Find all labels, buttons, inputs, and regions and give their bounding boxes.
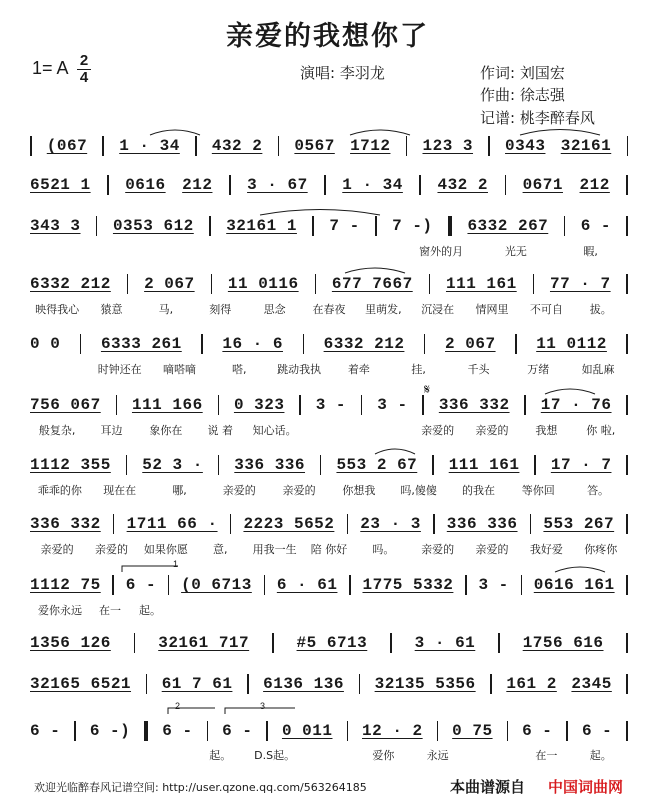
barline	[266, 721, 268, 741]
score-row-11	[30, 673, 628, 695]
barline	[361, 395, 363, 415]
note-group: 111 166	[131, 396, 203, 414]
volta-line	[122, 566, 178, 572]
lyric-word: 亲爱的	[40, 543, 74, 556]
lyric-word: 答。	[587, 484, 610, 497]
volta-label: 2	[175, 701, 181, 711]
barline	[247, 674, 249, 694]
note-group: 336 332	[30, 515, 101, 533]
note-group: 336 332	[438, 396, 510, 414]
barline	[324, 175, 326, 195]
note-group: 32161 717	[158, 634, 250, 652]
note-group: 756 067	[30, 396, 101, 414]
note-group: 6 -	[222, 722, 253, 740]
barline	[626, 334, 628, 354]
barline	[102, 136, 104, 156]
note-group: 11 0112	[536, 335, 607, 353]
lyric-word: 说 着	[207, 424, 233, 437]
score-row-7	[30, 454, 628, 476]
lyric-row-6	[30, 541, 628, 557]
note-group: 553 267	[543, 515, 615, 533]
barline	[498, 633, 500, 653]
lyric-row-2	[30, 301, 628, 317]
barline	[218, 395, 220, 415]
note-group: 0 0	[30, 335, 61, 353]
score-row-2	[30, 174, 628, 196]
barline	[134, 633, 136, 653]
note-group: 0353 612	[112, 217, 194, 235]
lyric-word: 哪,	[172, 484, 187, 497]
note-group: 3 · 61	[414, 634, 476, 652]
barline	[96, 216, 98, 236]
score-row-5	[30, 333, 628, 355]
lyric-word: 如果你愿	[143, 543, 188, 556]
lyric-word: 我好爱	[529, 543, 563, 556]
barline	[422, 395, 424, 415]
barline	[264, 575, 266, 595]
score-row-9	[30, 574, 628, 596]
lyric-word: 你疼你	[584, 543, 618, 556]
lyric-word: 亲爱的	[475, 543, 509, 556]
barline	[359, 674, 361, 694]
note-group: 12 · 2	[362, 722, 423, 740]
lyric-word: 暇,	[583, 245, 598, 258]
lyric-word: 不可自	[529, 303, 563, 316]
note-group: #5 6713	[296, 634, 368, 652]
lyric-word: 里萌发,	[365, 303, 402, 316]
score-row-3	[30, 215, 628, 237]
note-group: 32161	[560, 137, 612, 155]
lyric-word: 起。	[139, 604, 161, 617]
lyric-word: 亲爱的	[282, 484, 316, 497]
lyric-word: 嗒,	[232, 363, 247, 376]
score-row-1	[30, 135, 628, 157]
lyric-word: 在春夜	[312, 303, 346, 316]
note-group: 553 2 67	[336, 456, 418, 474]
score-row-6	[30, 394, 628, 416]
barline	[524, 395, 526, 415]
lyric-word: 沉浸在	[421, 303, 455, 316]
note-group: 52 3 ·	[142, 456, 203, 474]
lyric-word: 用我一生	[252, 543, 297, 556]
note-group: 0343	[505, 137, 546, 155]
note-group: 6 -)	[89, 722, 131, 740]
lyric-word: 亲爱的	[95, 543, 129, 556]
lyric-word: 乖乖的你	[37, 484, 82, 497]
barline	[30, 136, 32, 156]
barline	[626, 395, 628, 415]
barline	[375, 216, 377, 236]
barline	[299, 395, 301, 415]
lyric-word: 如乱麻	[581, 363, 615, 376]
lyric-word: 意,	[213, 543, 228, 556]
barline	[490, 674, 492, 694]
note-group: 6136 136	[263, 675, 344, 693]
lyric-word: 刻得	[209, 303, 232, 316]
lyric-word: 现在在	[103, 484, 137, 497]
note-group: 1356 126	[30, 634, 111, 652]
barline	[218, 455, 220, 475]
barline	[320, 455, 322, 475]
note-group: 23 · 3	[360, 515, 421, 533]
lyric-word: 亲爱的	[475, 424, 509, 437]
lyric-word: 陪 你好	[310, 543, 348, 556]
score-row-12	[30, 720, 628, 742]
lyric-word: 着牵	[347, 363, 370, 376]
lyric-word: 的我在	[461, 484, 495, 497]
barline	[530, 514, 532, 534]
note-group: 32135 5356	[374, 675, 476, 693]
note-group: 343 3	[30, 217, 81, 235]
lyric-word: 爱你永远	[38, 604, 82, 617]
lyric-row-5	[30, 482, 628, 498]
note-group: 1712	[350, 137, 391, 155]
score-row-4	[30, 273, 628, 295]
note-group: 6 -	[125, 576, 157, 594]
transcriber-credit: 记谱: 桃李醉春风	[480, 109, 595, 127]
barline	[488, 136, 490, 156]
note-group: 1775 5332	[362, 576, 454, 594]
barline	[433, 514, 435, 534]
note-group: 6 -	[522, 722, 553, 740]
barline	[113, 514, 115, 534]
barline	[626, 175, 628, 195]
lyric-word: 马,	[158, 303, 174, 316]
barline	[626, 274, 628, 294]
barline	[347, 721, 349, 741]
time-signature-bottom: 4	[79, 69, 89, 86]
note-group: 32161 1	[226, 217, 297, 235]
barline	[390, 633, 392, 653]
barline	[521, 575, 523, 595]
note-group: 111 161	[445, 275, 517, 293]
barline	[626, 514, 628, 534]
barline	[564, 216, 566, 236]
slur	[555, 567, 605, 572]
barline	[112, 575, 114, 595]
volta-label: 1	[173, 559, 179, 569]
barline	[534, 455, 536, 475]
note-group: 212	[579, 176, 610, 194]
barline	[626, 633, 628, 653]
note-group: 1 · 34	[119, 137, 180, 155]
note-group: 0567	[294, 137, 335, 155]
note-group: 17 · 76	[540, 396, 612, 414]
note-group: 432 2	[211, 137, 263, 155]
note-group: 161 2	[506, 675, 557, 693]
barline	[626, 674, 628, 694]
note-group: 1711 66 ·	[126, 515, 218, 533]
note-group: 16 · 6	[222, 335, 283, 353]
barline	[80, 334, 82, 354]
barline	[74, 721, 76, 741]
lyric-word: 起。	[209, 749, 232, 762]
segno-sign: 𝄋	[424, 381, 431, 397]
lyric-row-4	[30, 422, 628, 438]
volta-label: 3	[260, 701, 266, 711]
note-group: 0 011	[281, 722, 333, 740]
note-group: 6 -	[580, 217, 612, 235]
lyric-word: 我想	[535, 424, 558, 437]
barline	[437, 721, 439, 741]
note-group: 17 · 7	[550, 456, 612, 474]
note-group: 336 336	[446, 515, 518, 533]
lyric-word: 嘀嗒嘀	[162, 363, 196, 376]
lyric-word: 在一	[535, 749, 558, 762]
lyric-word: 吗,傻傻	[400, 484, 437, 497]
footer-credit: 欢迎光临醉春风记谱空间: http://user.qzone.qq.com/563264185	[34, 781, 367, 794]
key-signature: 1= A	[32, 58, 69, 78]
barline	[229, 175, 231, 195]
lyric-word: 千头	[467, 363, 490, 376]
barline	[278, 136, 280, 156]
lyric-word: 般复杂,	[38, 424, 76, 437]
note-group: 0671	[522, 176, 563, 194]
repeat-barline	[448, 216, 452, 236]
composer-credit: 作曲: 徐志强	[480, 86, 565, 104]
barline	[230, 514, 232, 534]
note-group: 6 · 61	[276, 576, 338, 594]
note-group: 6 -	[162, 722, 193, 740]
note-group: 1756 616	[522, 634, 604, 652]
lyric-word: 映得我心	[35, 303, 80, 316]
note-group: 7 -)	[392, 217, 433, 235]
note-group: 1112 355	[30, 456, 111, 474]
lyric-word: 光无	[504, 245, 527, 258]
barline	[419, 175, 421, 195]
note-group: 0616 161	[533, 576, 615, 594]
note-group: 432 2	[437, 176, 488, 194]
lyric-word: 在一	[99, 604, 121, 617]
note-group: 0 75	[452, 722, 493, 740]
barline	[429, 274, 431, 294]
barline	[312, 216, 314, 236]
barline	[315, 274, 317, 294]
note-group: 11 0116	[227, 275, 299, 293]
lyric-word: 你 啦,	[586, 424, 616, 437]
lyric-word: 猿意	[100, 303, 123, 316]
barline	[406, 136, 408, 156]
lyric-word: 万绪	[527, 363, 550, 376]
lyric-word: 象你在	[149, 424, 183, 437]
note-group: 3 -	[478, 576, 509, 594]
barline	[626, 575, 628, 595]
lyric-word: 思念	[263, 303, 286, 316]
lyric-word: 窗外的月	[419, 245, 464, 258]
barline	[211, 274, 213, 294]
note-group: 2 067	[445, 335, 496, 353]
lyricist-credit: 作词: 刘国宏	[480, 64, 565, 82]
lyric-word: 等你回	[521, 484, 555, 497]
barline	[195, 136, 197, 156]
lyric-word: 亲爱的	[421, 424, 455, 437]
lyric-word: 时钟还在	[97, 363, 142, 376]
note-group: 0616	[125, 176, 166, 194]
score-row-10	[30, 632, 628, 654]
barline	[465, 575, 467, 595]
barline	[626, 216, 628, 236]
barline	[116, 395, 118, 415]
lyric-word: 爱你	[372, 749, 395, 762]
note-group: 32165 6521	[30, 675, 132, 693]
note-group: 2 067	[144, 275, 195, 293]
song-title: 亲爱的我想你了	[226, 21, 429, 52]
barline	[533, 274, 535, 294]
singer-credit: 演唱: 李羽龙	[300, 64, 385, 82]
lyric-word: 跳动我执	[277, 363, 322, 376]
repeat-barline	[144, 721, 148, 741]
note-group: 123 3	[422, 137, 474, 155]
note-group: 6332 267	[467, 217, 549, 235]
lyric-word: 亲爱的	[421, 543, 455, 556]
score-row-8	[30, 513, 628, 535]
note-group: 3 -	[315, 396, 347, 414]
lyric-word: 起。	[589, 749, 612, 762]
note-group: 61 7 61	[161, 675, 233, 693]
note-group: 677 7667	[331, 275, 413, 293]
barline	[627, 136, 629, 156]
note-group: 6332 212	[30, 275, 111, 293]
note-group: 3 -	[377, 396, 408, 414]
barline	[515, 334, 517, 354]
note-group: 6333 261	[100, 335, 182, 353]
barline	[505, 175, 507, 195]
footer-site: 中国词曲网	[548, 778, 624, 796]
note-group: 2345	[571, 675, 612, 693]
barline	[201, 334, 203, 354]
barline	[507, 721, 509, 741]
note-group: 2223 5652	[243, 515, 335, 533]
time-signature	[77, 54, 91, 85]
barline	[303, 334, 305, 354]
note-group: 6 -	[30, 722, 61, 740]
barline	[272, 633, 274, 653]
lyric-word: 永远	[426, 749, 449, 762]
barline	[126, 455, 128, 475]
barline	[207, 721, 209, 741]
note-group: 3 · 67	[247, 176, 308, 194]
lyric-word: 亲爱的	[222, 484, 256, 497]
lyric-word: 情网里	[475, 303, 509, 316]
lyric-word: 吗。	[372, 543, 395, 556]
lyric-row-3	[30, 361, 628, 377]
footer-source: 本曲谱源自	[450, 778, 526, 796]
lyric-word: 挂,	[411, 363, 426, 376]
barline	[146, 674, 148, 694]
note-group: 6521 1	[30, 176, 91, 194]
note-group: (0 6713	[181, 576, 252, 594]
barline	[347, 514, 349, 534]
barline	[349, 575, 351, 595]
barline	[566, 721, 568, 741]
lyric-word: 知心话。	[252, 424, 297, 437]
note-group: 7 -	[329, 217, 360, 235]
time-signature-top: 2	[79, 52, 89, 69]
barline	[209, 216, 211, 236]
note-group: 0 323	[233, 396, 285, 414]
note-group: 212	[182, 176, 213, 194]
lyric-word: D.S起。	[254, 749, 296, 762]
lyric-row-7	[30, 602, 628, 618]
barline	[107, 175, 109, 195]
note-group: (067	[46, 137, 88, 155]
note-group: 336 336	[234, 456, 306, 474]
note-group: 6 -	[581, 722, 613, 740]
barline	[626, 721, 628, 741]
note-group: 1 · 34	[342, 176, 403, 194]
barline	[432, 455, 434, 475]
note-group: 77 · 7	[549, 275, 611, 293]
barline	[168, 575, 170, 595]
lyric-word: 拔。	[589, 303, 612, 316]
barline	[424, 334, 426, 354]
note-group: 6332 212	[323, 335, 405, 353]
lyric-word: 你想我	[342, 484, 376, 497]
barline	[127, 274, 129, 294]
barline	[626, 455, 628, 475]
note-group: 111 161	[448, 456, 520, 474]
lyric-row-8	[30, 747, 628, 763]
lyric-row-1	[30, 243, 628, 259]
note-group: 1112 75	[30, 576, 101, 594]
lyric-word: 耳边	[100, 424, 123, 437]
